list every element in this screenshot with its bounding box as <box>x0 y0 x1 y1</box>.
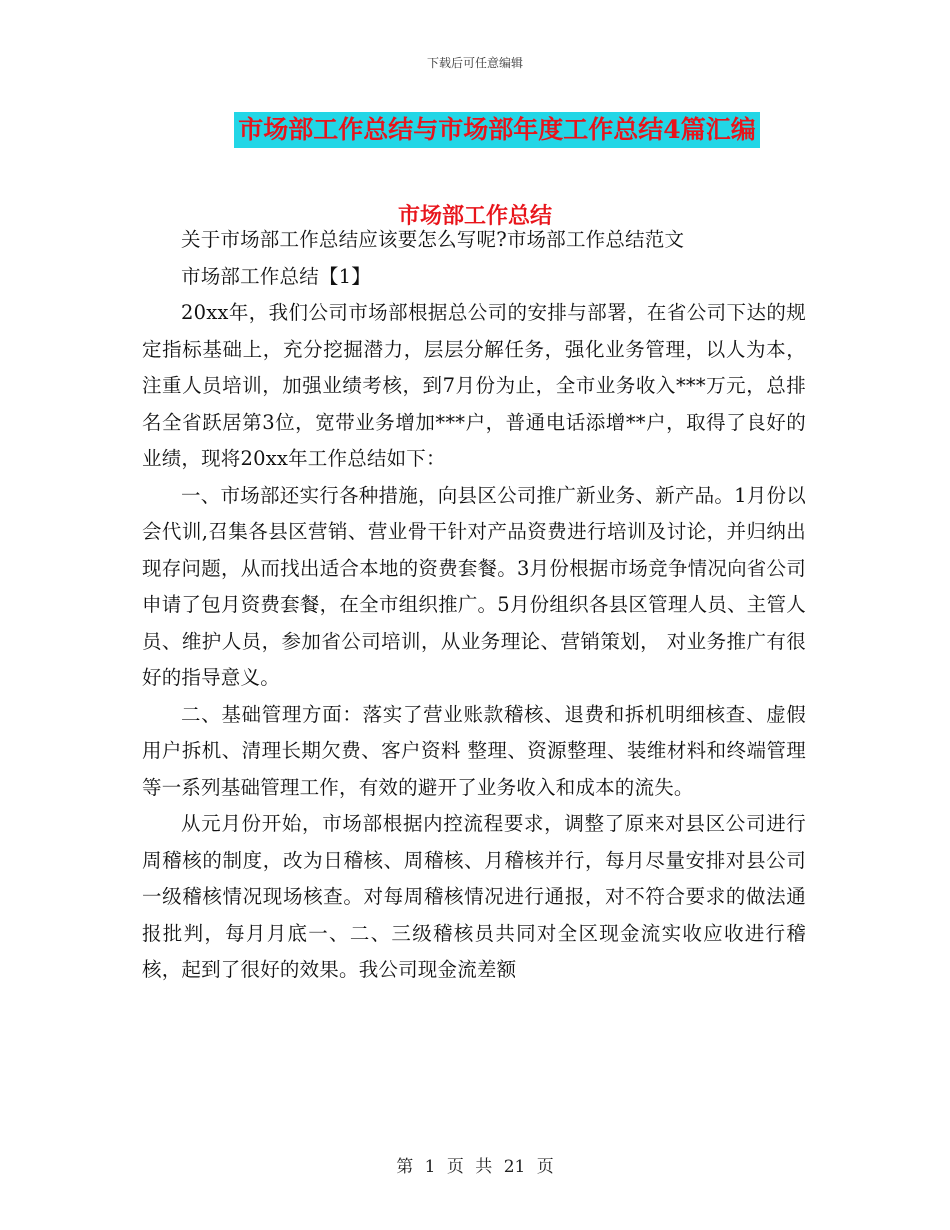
document-title: 市场部工作总结与市场部年度工作总结4篇汇编 <box>234 112 759 148</box>
paragraph-section-one: 一、市场部还实行各种措施，向县区公司推广新业务、新产品。1月份以会代训,召集各县区营销、营业骨干针对产品资费进行培训及讨论，并归纳出现存问题，从而找出适合本地的资费套餐。3月份根据市场竞争情况向省公司申请了包月资费套餐，在全市组织推广。5月份组织各县区管理人员、主管人员、维护人员，参加省公司培训，从业务理论、营销策划， 对业务推广有很好的指导意义。 <box>142 483 806 689</box>
page-number-footer: 第 1 页 共 21 页 <box>396 1157 554 1177</box>
paragraph-subheading: 市场部工作总结【1】 <box>181 264 371 288</box>
section-title: 市场部工作总结 <box>397 203 552 229</box>
paragraph-overview: 20xx年，我们公司市场部根据总公司的安排与部署，在省公司下达的规定指标基础上，充分挖掘潜力，层层分解任务，强化业务管理，以人为本，注重人员培训，加强业绩考核，到7月份为止，全市业务收入***万元，总排名全省跃居第3位，宽带业务增加***户，普通电话添增**户，取得了良好的业绩，现将20xx年工作总结如下： <box>142 301 806 470</box>
paragraph-intro: 关于市场部工作总结应该要怎么写呢?市场部工作总结范文 <box>181 228 685 251</box>
document-body <box>142 222 806 989</box>
paragraph-audit: 从元月份开始，市场部根据内控流程要求，调整了原来对县区公司进行周稽核的制度，改为日稽核、周稽核、月稽核并行，每月尽量安排对县公司一级稽核情况现场核查。对每周稽核情况进行通报，对不符合要求的做法通报批判，每月月底一、二、三级稽核员共同对全区现金流实收应收进行稽核，起到了很好的效果。我公司现金流差额 <box>142 812 806 981</box>
paragraph-section-two: 二、基础管理方面：落实了营业账款稽核、退费和拆机明细核查、虚假用户拆机、清理长期欠费、客户资料 整理、资源整理、装维材料和终端管理等一系列基础管理工作，有效的避开了业务收入和成本的流失。 <box>142 702 806 799</box>
header-note: 下载后可任意编辑 <box>426 56 523 70</box>
main-title-container <box>0 112 950 148</box>
